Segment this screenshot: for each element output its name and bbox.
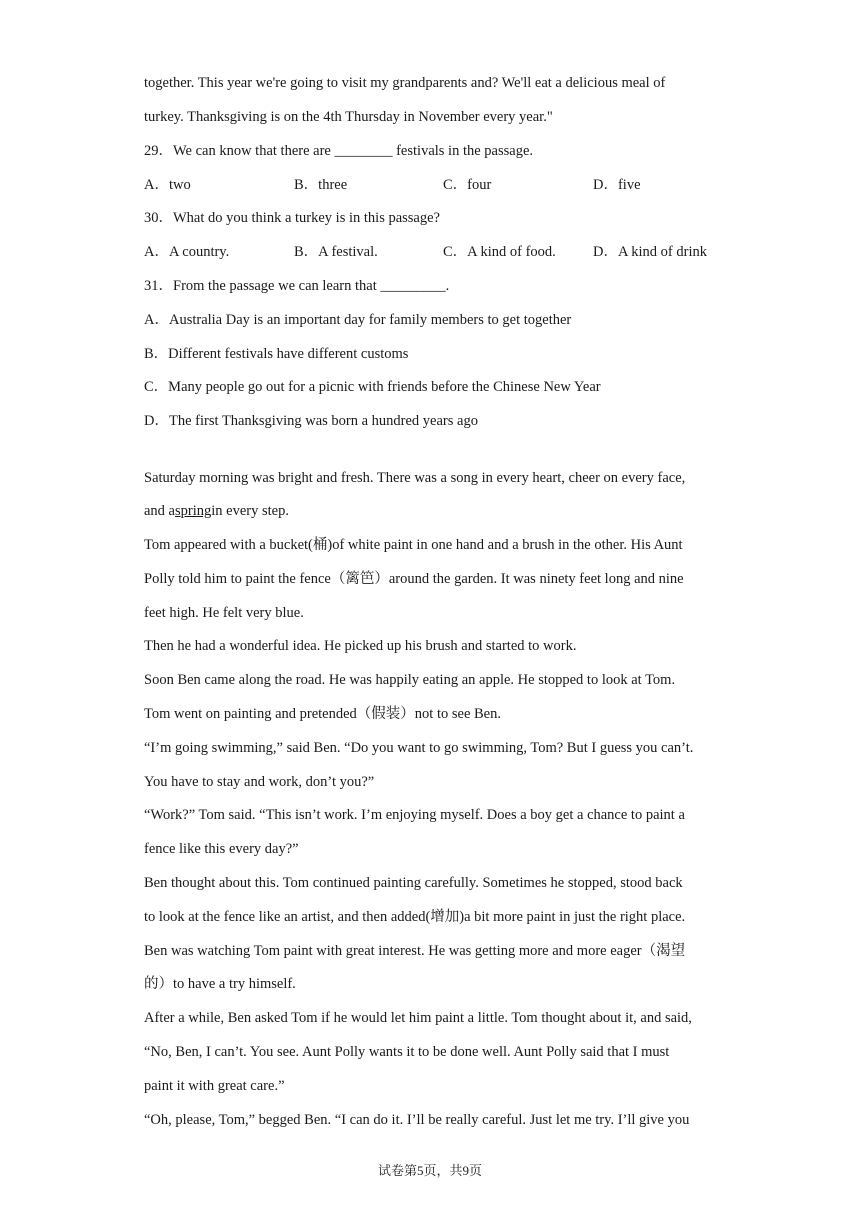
question-30-option-b: B．A festival. [294,244,378,260]
story-text: in every step. [211,503,289,519]
story-line: Ben thought about this. Tom continued painting carefully. Sometimes he stopped, stood back [144,875,683,891]
story-line: Tom appeared with a bucket(桶)of white paint in one hand and a brush in the other. His Aunt [144,537,683,553]
passage-line: turkey. Thanksgiving is on the 4th Thursday in November every year." [144,109,553,125]
story-line: feet high. He felt very blue. [144,605,304,621]
question-31-option-d: D．The first Thanksgiving was born a hundred years ago [144,413,478,429]
passage-line: together. This year we're going to visit my grandparents and? We'll eat a delicious meal of [144,75,666,91]
story-line: 的）to have a try himself. [144,976,296,992]
page-footer: 试卷第5页，共9页 [377,1163,482,1178]
question-29-option-b: B．three [294,177,348,193]
question-29-option-d: D．five [593,177,641,193]
story-line: Polly told him to paint the fence（篱笆）around the garden. It was ninety feet long and nine [144,571,684,587]
story-line: “Work?” Tom said. “This isn’t work. I’m enjoying myself. Does a boy get a chance to paint a [144,807,685,823]
question-31-option-b: B．Different festivals have different customs [144,346,409,362]
story-line: to look at the fence like an artist, and then added(增加)a bit more paint in just the right place. [144,909,686,925]
story-line: After a while, Ben asked Tom if he would let him paint a little. Tom thought about it, and said, [144,1010,692,1026]
underlined-word: spring [175,503,212,519]
story-line: “No, Ben, I can’t. You see. Aunt Polly wants it to be done well. Aunt Polly said that I must [144,1044,670,1060]
story-line: “I’m going swimming,” said Ben. “Do you want to go swimming, Tom? But I guess you can’t. [144,740,694,756]
story-line: Soon Ben came along the road. He was happily eating an apple. He stopped to look at Tom. [144,672,676,688]
story-line [144,501,289,521]
story-line: Tom went on painting and pretended（假装）not to see Ben. [144,706,501,722]
story-line: Ben was watching Tom paint with great interest. He was getting more and more eager（渴望 [144,943,686,959]
question-30-stem: 30．What do you think a turkey is in this passage? [144,210,440,226]
question-29-option-c: C．four [443,177,492,193]
story-line: “Oh, please, Tom,” begged Ben. “I can do it. I’ll be really careful. Just let me try. I’ll give you [144,1112,690,1128]
question-29-option-a: A．two [144,177,191,193]
story-line: Then he had a wonderful idea. He picked up his brush and started to work. [144,638,577,654]
question-30-option-d: D．A kind of drink [593,244,707,260]
question-30-option-a: A．A country. [144,244,230,260]
question-31-option-c: C．Many people go out for a picnic with friends before the Chinese New Year [144,379,601,395]
story-line: You have to stay and work, don’t you?” [144,774,375,790]
question-31-option-a: A．Australia Day is an important day for family members to get together [144,312,572,328]
story-line: paint it with great care.” [144,1078,285,1094]
story-text: and a [144,503,175,519]
story-line: Saturday morning was bright and fresh. There was a song in every heart, cheer on every face, [144,470,686,486]
question-30-option-c: C．A kind of food. [443,244,556,260]
question-31-stem: 31．From the passage we can learn that _________. [144,278,450,294]
story-line: fence like this every day?” [144,841,299,857]
question-29-stem: 29．We can know that there are ________ festivals in the passage. [144,143,534,159]
